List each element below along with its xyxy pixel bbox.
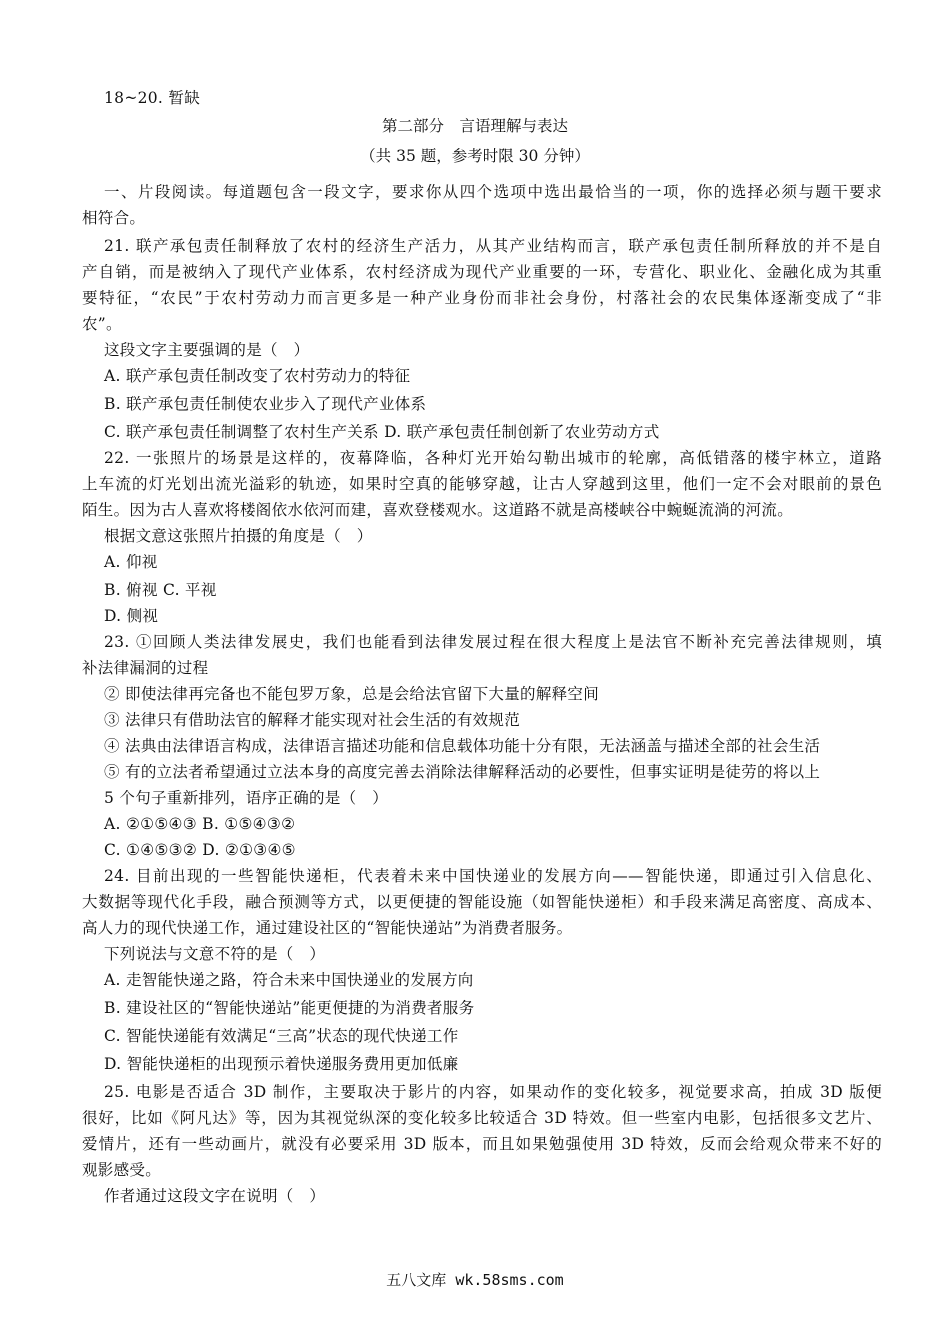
q21-passage-line-2: 产自销，而是被纳入了现代产业体系，农村经济成为现代产业重要的一环，专营化、职业化、金融化成为其重: [82, 263, 882, 281]
q25-passage-line-2: 很好，比如《阿凡达》等，因为其视觉纵深的变化较多比较适合 3D 特效。但一些室内电影，包括很多文艺片、: [82, 1109, 882, 1127]
q21-passage-line-1: 21. 联产承包责任制释放了农村的经济生产活力，从其产业结构而言，联产承包责任制所释放的并不是自: [104, 237, 882, 255]
instructions-line-1: 一、片段阅读。每道题包含一段文字，要求你从四个选项中选出最恰当的一项，你的选择必须与题干要求: [104, 183, 882, 201]
q21-option-a: A. 联产承包责任制改变了农村劳动力的特征: [104, 367, 411, 385]
q24-stem: 下列说法与文意不符的是（ ）: [104, 945, 326, 963]
q23-sentence-3: ③ 法律只有借助法官的解释才能实现对社会生活的有效规范: [104, 711, 521, 729]
q22-stem: 根据文意这张照片拍摄的角度是（ ）: [104, 527, 373, 545]
q23-stem: 5 个句子重新排列，语序正确的是（ ）: [104, 789, 388, 807]
q24-option-d: D. 智能快递柜的出现预示着快递服务费用更加低廉: [104, 1055, 459, 1073]
q25-passage-line-1: 25. 电影是否适合 3D 制作，主要取决于影片的内容，如果动作的变化较多，视觉要求高，拍成 3D 版便: [104, 1083, 882, 1101]
q23-option-a-b: A. ②①⑤④③ B. ①⑤④③②: [104, 815, 296, 833]
q22-option-d: D. 侧视: [104, 607, 159, 625]
q25-passage-line-3: 爱情片，还有一些动画片，就没有必要采用 3D 版本，而且如果勉强使用 3D 特效，反而会给观众带来不好的: [82, 1135, 882, 1153]
page-footer-watermark: 五八文库 wk.58sms.com: [386, 1271, 564, 1289]
q24-option-c: C. 智能快递能有效满足“三高”状态的现代快递工作: [104, 1027, 459, 1045]
missing-questions-note: 18~20. 暂缺: [104, 89, 200, 107]
instructions-line-2: 相符合。: [82, 209, 146, 227]
q25-stem: 作者通过这段文字在说明（ ）: [104, 1187, 326, 1205]
q23-sentence-5: ⑤ 有的立法者希望通过立法本身的高度完善去消除法律解释活动的必要性，但事实证明是徒劳的将以上: [104, 763, 821, 781]
q22-passage-line-3: 陌生。因为古人喜欢将楼阁依水依河而建，喜欢登楼观水。这道路不就是高楼峡谷中蜿蜒流淌的河流。: [82, 501, 794, 519]
section-subtitle: （共 35 题，参考时限 30 分钟）: [360, 147, 590, 165]
q21-option-b: B. 联产承包责任制使农业步入了现代产业体系: [104, 395, 427, 413]
q24-passage-line-1: 24. 目前出现的一些智能快递柜，代表着未来中国快递业的发展方向——智能快递，即通过引入信息化、: [104, 867, 882, 885]
q21-passage-line-3: 要特征，“农民”于农村劳动力而言更多是一种产业身份而非社会身份，村落社会的农民集体逐渐变成了“非: [82, 289, 882, 307]
q21-passage-line-4: 农”。: [82, 315, 122, 333]
q23-sentence-1-line-2: 补法律漏洞的过程: [82, 659, 209, 677]
q25-passage-line-4: 观影感受。: [82, 1161, 162, 1179]
q21-option-c-d: C. 联产承包责任制调整了农村生产关系 D. 联产承包责任制创新了农业劳动方式: [104, 423, 660, 441]
section-title: 第二部分 言语理解与表达: [381, 117, 568, 135]
q24-passage-line-2: 大数据等现代化手段，融合预测等方式，以更便捷的智能设施（如智能快递柜）和手段来满足高密度、高成本、: [82, 893, 882, 911]
q23-sentence-2: ② 即使法律再完备也不能包罗万象，总是会给法官留下大量的解释空间: [104, 685, 600, 703]
q23-sentence-4: ④ 法典由法律语言构成，法律语言描述功能和信息载体功能十分有限，无法涵盖与描述全部的社会生活: [104, 737, 821, 755]
q22-option-a: A. 仰视: [104, 553, 158, 571]
q22-option-b-c: B. 俯视 C. 平视: [104, 581, 217, 599]
q21-stem: 这段文字主要强调的是（ ）: [104, 341, 310, 359]
q24-option-b: B. 建设社区的“智能快递站”能更便捷的为消费者服务: [104, 999, 475, 1017]
q24-passage-line-3: 高人力的现代快递工作，通过建设社区的“智能快递站”为消费者服务。: [82, 919, 573, 937]
q24-option-a: A. 走智能快递之路，符合未来中国快递业的发展方向: [104, 971, 474, 989]
q22-passage-line-1: 22. 一张照片的场景是这样的，夜幕降临，各种灯光开始勾勒出城市的轮廓，高低错落的楼宇林立，道路: [104, 449, 882, 467]
q23-option-c-d: C. ①④⑤③② D. ②①③④⑤: [104, 841, 296, 859]
q23-sentence-1-line-1: 23. ①回顾人类法律发展史，我们也能看到法律发展过程在很大程度上是法官不断补充完善法律规则，填: [104, 633, 882, 651]
q22-passage-line-2: 上车流的灯光划出流光溢彩的轨迹，如果时空真的能够穿越，让古人穿越到这里，他们一定不会对眼前的景色: [82, 475, 882, 493]
